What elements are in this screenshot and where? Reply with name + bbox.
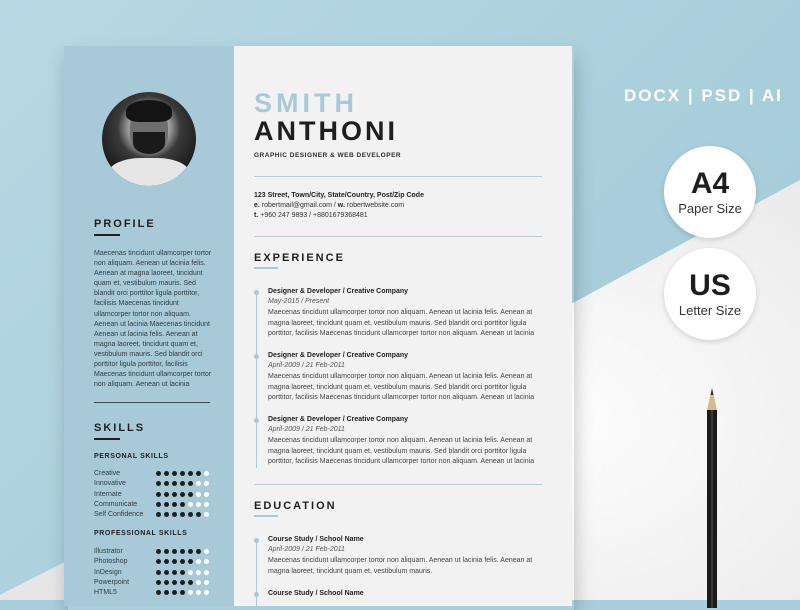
skill-dot (172, 580, 177, 585)
timeline-dot (254, 290, 259, 295)
skill-row (94, 589, 216, 599)
personal-skills-heading: PERSONAL SKILLS (94, 453, 169, 460)
skill-dot (196, 570, 201, 575)
portrait-photo (102, 92, 196, 186)
profile-heading: PROFILE (94, 218, 156, 230)
skill-dot (204, 492, 209, 497)
skill-row (94, 569, 216, 579)
skill-dot (172, 512, 177, 517)
skill-dot (196, 502, 201, 507)
profile-text: Maecenas tincidunt ullamcorper tortor non aliquam. Aenean ut lacinia felis. Aenean at magna laoreet, tincidunt quam et, vestibulum mauris. Sed blandit orci porttitor ligula porttitor, facilisis Maecenas tincidunt ullamcorper tortor non aliquam. Aenean ut lacinia Maecenas tincidunt Aenean ut lacinia felis. Aenean at magna laoreet, tincidunt quam et, vestibulum mauris. Sed blandit orci porttitor ligula porttitor, facilisis Maecenas tincidunt ullamcorper tortor non aliquam. Aenean ut lacinia (94, 250, 212, 389)
experience-timeline (256, 290, 257, 468)
skill-dot (156, 492, 161, 497)
skill-label: Illustrator (94, 548, 123, 555)
entry-description: Maecenas tincidunt ullamcorper tortor non aliquam. Aenean ut lacinia felis. Aenean at magna laoreet, tincidunt quam et, vestibulum mauris. Sed blandit orci porttitor ligula porttitor, facilisis Maecenas tincidunt ullamcorper tortor non aliquam. Aenean ut lacinia (268, 309, 535, 337)
skill-dot (156, 559, 161, 564)
skill-dot (204, 549, 209, 554)
job-title: GRAPHIC DESIGNER & WEB DEVELOPER (254, 152, 402, 159)
contact-phone: t. +960 247 9893 / +8801679368481 (254, 212, 368, 219)
timeline-dot (254, 538, 259, 543)
skill-dot (164, 492, 169, 497)
skill-dot (196, 549, 201, 554)
skill-dot (204, 590, 209, 595)
skill-dot (180, 502, 185, 507)
entry-title: Course Study / School Name (268, 536, 364, 543)
entry-date: April-2009 / 21 Feb-2011 (268, 426, 345, 433)
skill-level-dots (156, 471, 212, 478)
skill-dot (204, 580, 209, 585)
skill-dot (204, 570, 209, 575)
skill-dot (172, 590, 177, 595)
email-text: robertmail@gmail.com (261, 202, 332, 209)
skill-dot (156, 580, 161, 585)
skill-dot (172, 570, 177, 575)
skill-dot (164, 512, 169, 517)
contact-rule (254, 236, 542, 237)
file-formats-label: DOCX | PSD | AI (624, 86, 783, 105)
contact-address: 123 Street, Town/City, State/Country, Post/Zip Code (254, 192, 424, 199)
contact-email-web: e. robertmail@gmail.com / w. robertwebsite.com (254, 202, 405, 209)
skill-dot (164, 481, 169, 486)
skill-row (94, 511, 216, 521)
skill-dot (196, 481, 201, 486)
skill-label: Internate (94, 490, 122, 498)
skill-label: Innovative (94, 480, 126, 488)
entry-description: Maecenas tincidunt ullamcorper tortor non aliquam. Aenean ut lacinia felis. Aenean at magna laoreet, tincidunt quam et, vestibulum mauris. Sed blandit orci porttitor ligula porttitor, facilisis Maecenas tincidunt ullamcorper tortor non aliquam. Aenean ut lacinia (268, 373, 535, 401)
skill-dot (188, 502, 193, 507)
resume-page (64, 46, 572, 606)
skill-dot (172, 481, 177, 486)
phone-text: +960 247 9893 / +8801679368481 (260, 212, 368, 219)
skills-rule (94, 438, 120, 440)
skill-row (94, 491, 216, 501)
skill-label: Communicate (94, 500, 138, 508)
skill-dot (180, 471, 185, 476)
skill-dot (172, 549, 177, 554)
education-heading: EDUCATION (254, 500, 337, 512)
last-name: ANTHONI (254, 116, 398, 146)
skill-dot (188, 471, 193, 476)
skill-row (94, 558, 216, 568)
first-name: SMITH (254, 88, 358, 118)
web-text: robertwebsite.com (346, 202, 405, 209)
skill-dot (196, 512, 201, 517)
skill-dot (164, 590, 169, 595)
skill-dot (180, 492, 185, 497)
skill-dot (196, 471, 201, 476)
skill-row (94, 480, 216, 490)
skill-dot (172, 502, 177, 507)
skill-dot (180, 580, 185, 585)
skill-level-dots (156, 481, 212, 488)
skill-dot (156, 502, 161, 507)
experience-end-rule (254, 484, 542, 485)
us-letter-badge: US Letter Size (664, 248, 756, 340)
entry-date: May-2015 / Present (268, 298, 330, 305)
skill-level-dots (156, 559, 212, 566)
skill-dot (156, 512, 161, 517)
skill-dot (196, 559, 201, 564)
entry-description: Maecenas tincidunt ullamcorper tortor non aliquam. Aenean ut lacinia felis. Aenean at magna laoreet, tincidunt quam et, vestibulum mauris. (268, 557, 533, 575)
skill-label: InDesign (94, 568, 122, 576)
timeline-dot (254, 418, 259, 423)
skill-dot (172, 471, 177, 476)
skill-dot (204, 471, 209, 476)
skill-dot (188, 590, 193, 595)
skill-dot (156, 471, 161, 476)
skill-dot (156, 570, 161, 575)
skill-dot (188, 492, 193, 497)
skill-row (94, 501, 216, 511)
skill-dot (180, 570, 185, 575)
skill-dot (196, 492, 201, 497)
entry-title: Designer & Developer / Creative Company (268, 288, 409, 295)
skill-dot (164, 471, 169, 476)
skill-dot (204, 502, 209, 507)
skill-dot (156, 590, 161, 595)
skill-dot (164, 559, 169, 564)
skill-dot (164, 580, 169, 585)
skill-row (94, 579, 216, 589)
skill-level-dots (156, 502, 212, 509)
skill-level-dots (156, 512, 212, 519)
skill-dot (204, 512, 209, 517)
skill-dot (156, 481, 161, 486)
sidebar-divider (94, 402, 210, 403)
education-rule (254, 515, 278, 517)
skill-dot (196, 580, 201, 585)
entry-title: Course Study / School Name (268, 590, 364, 597)
skill-dot (188, 570, 193, 575)
skill-dot (204, 481, 209, 486)
resume-sidebar (64, 46, 234, 606)
skill-dot (188, 549, 193, 554)
experience-heading: EXPERIENCE (254, 252, 345, 264)
skill-dot (180, 481, 185, 486)
pencil-icon (703, 388, 721, 608)
a4-badge: A4 Paper Size (664, 146, 756, 238)
skill-level-dots (156, 580, 212, 587)
professional-skills-heading: PROFESSIONAL SKILLS (94, 530, 188, 537)
skill-label: Creative (94, 470, 121, 477)
entry-date: April-2009 / 21 Feb-2011 (268, 362, 345, 369)
skill-dot (188, 559, 193, 564)
skill-dot (180, 590, 185, 595)
skill-dot (164, 570, 169, 575)
skill-dot (204, 559, 209, 564)
skill-dot (172, 492, 177, 497)
skill-dot (180, 559, 185, 564)
skill-dot (180, 549, 185, 554)
header-rule (254, 176, 542, 177)
skill-level-dots (156, 492, 212, 499)
skill-level-dots (156, 549, 212, 556)
skill-dot (172, 559, 177, 564)
skill-dot (180, 512, 185, 517)
skill-label: Powerpoint (94, 578, 130, 586)
entry-description: Maecenas tincidunt ullamcorper tortor non aliquam. Aenean ut lacinia felis. Aenean at magna laoreet, tincidunt quam et, vestibulum mauris. Sed blandit orci porttitor ligula porttitor, facilisis Maecenas tincidunt ullamcorper tortor non aliquam. Aenean ut lacinia (268, 437, 535, 465)
timeline-dot (254, 354, 259, 359)
skill-dot (164, 549, 169, 554)
skill-row (94, 470, 216, 480)
entry-title: Designer & Developer / Creative Company (268, 352, 409, 359)
resume-main (234, 46, 572, 606)
skill-dot (188, 512, 193, 517)
timeline-dot (254, 592, 259, 597)
skill-row (94, 548, 216, 558)
skill-dot (156, 549, 161, 554)
profile-rule (94, 234, 120, 236)
skill-dot (188, 580, 193, 585)
skill-dot (188, 481, 193, 486)
skill-label: HTML5 (94, 589, 117, 597)
skills-heading: SKILLS (94, 422, 146, 434)
skill-label: Self Confidence (94, 511, 144, 519)
skill-level-dots (156, 570, 212, 577)
entry-title: Designer & Developer / Creative Company (268, 416, 409, 423)
skill-dot (196, 590, 201, 595)
experience-rule (254, 267, 278, 269)
skill-label: Photoshop (94, 558, 128, 566)
skill-level-dots (156, 590, 212, 597)
entry-date: April-2009 / 21 Feb-2011 (268, 546, 345, 553)
skill-dot (164, 502, 169, 507)
